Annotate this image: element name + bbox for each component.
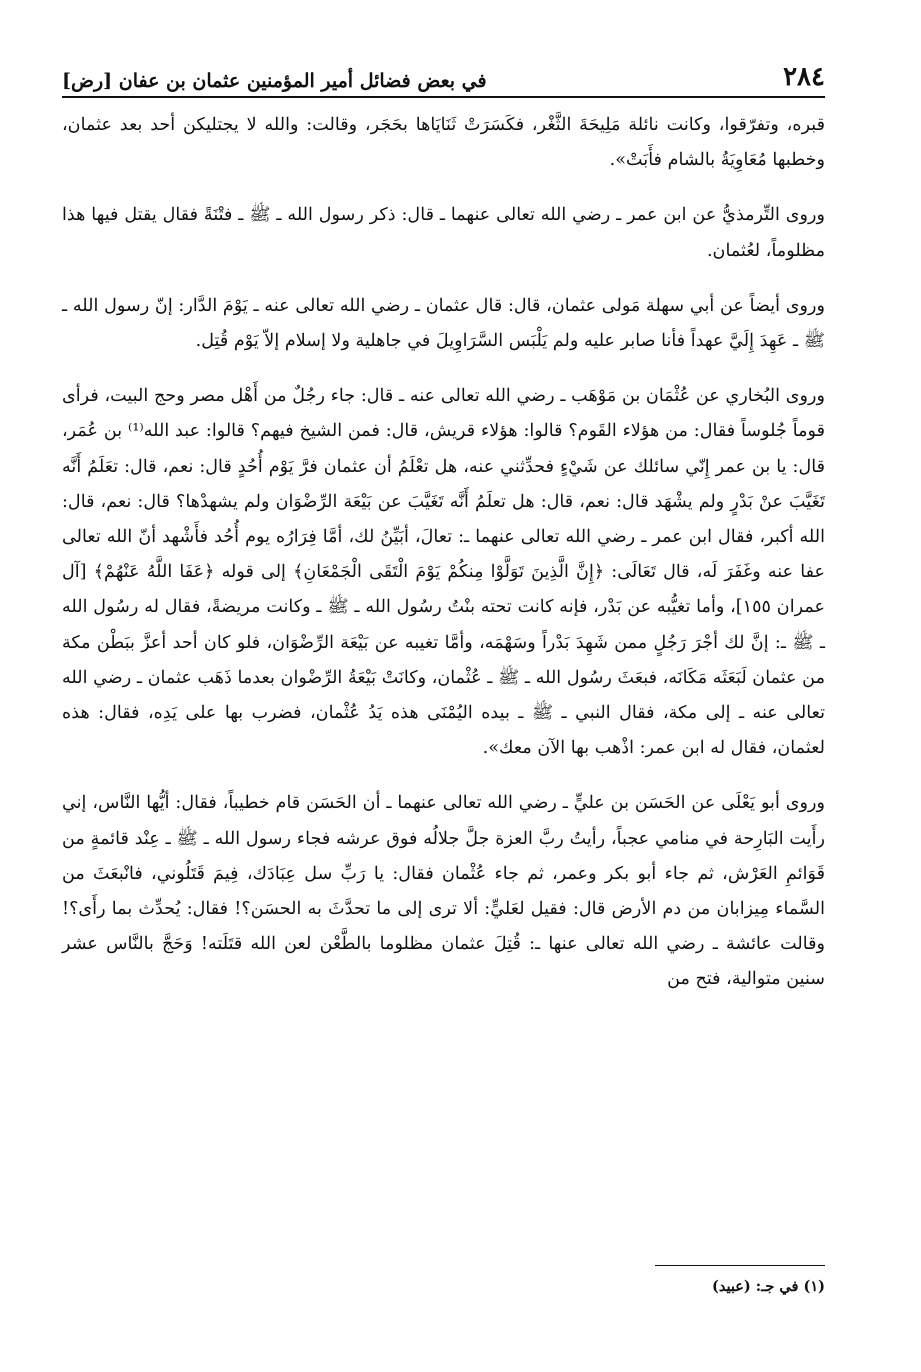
book-page (62, 48, 825, 1348)
footnote-divider (655, 1265, 825, 1266)
paragraph: وروى أبو يَعْلَى عن الحَسَن بن عليٍّ ـ رضي الله تعالى عنهما ـ أن الحَسَن قام خطيباً، فقال: أيُّها النَّاس، إني رأَيت البَارِحة في منامي عجباً، رأيتُ ربَّ العزة جلَّ جلالُه فوق عرشه فجاء رسول الله ـ ﷺ ـ عِنْد قائمةٍ من قَوَائمِ العَرْش، ثم جاء أبو بكر وعمر، ثم جاء عُثْمان فقال: يا رَبِّ سل عِبَادَك، فِيمَ قَتَلُوني، فانْبعَثَ من السَّماء مِيزابان من دم الأرض قال: فقيل لعَليٍّ: ألا ترى إلى ما تحدَّثَ به الحسَن؟! فقال: يُحدِّث بما رأَى؟! وقالت عائشة ـ رضي الله تعالى عنها ـ: قُتِلَ عثمان مظلوما بالطَّعْن لعن الله قتَلَته! وَحَجَّ بالنَّاس عشر سنين متوالية، فتح من (62, 793, 825, 990)
footnote: (١) في جـ: (عبيد) (712, 1278, 825, 1295)
paragraph: قبره، وتفرّقوا، وكانت نائلة مَلِيحَةَ الثَّغْر، فكَسَرَتْ ثَنَايَاها بحَجَر، وقالت: والله لا يجتليكن أحد بعد عثمان، وخطبها مُعَاوِيَةُ بالشام فأَبَتْ». (62, 115, 825, 171)
paragraph: وروى البُخاري عن عُثْمَان بن مَوْهَب ـ رضي الله تعالى عنه ـ قال: جاء رجُلٌ من أَهْل مصر وحج البيت، فرأى قوماً جُلوساً فقال: من هؤلاء القَوم؟ قالوا: هؤلاء قريش، قال: فمن الشيخ فيهم؟ قالوا: عبد الله⁽¹⁾ بن عُمَر، قال: يا بن عمر إِنّي سائلك عن شَيْءٍ فحدِّثني عنه، هل تعْلَمُ أن عثمان فرَّ يَوْم أُحُدٍ قال: نعم، قال: تعَلَمُ أَنَّه تَغَيَّبَ عنْ بَدْرٍ ولم يشْهَد قال: نعم، قال: هل تعلَمُ أَنَّه تَغَيَّبَ عن بَيْعَة الرِّضْوَان ولم يشهدْها؟ قال: نعم، قال: الله أكبر، فقال ابن عمر ـ رضي الله تعالى عنهما ـ: تعالَ، أبَيِّنُ لك، أمَّا فِرَارُه يوم أُحُد فأَشْهد أنّ الله تعالى عفا عنه وغَفَرَ لَه، قال تَعَالَى: ﴿إِنَّ الَّذِينَ تَوَلَّوْا مِنكُمْ يَوْمَ الْتَقَى الْجَمْعَانِ﴾ إلى قوله ﴿عَفَا اللَّهُ عَنْهُمْ﴾ [آل عمران ١٥٥]، وأما تغيُّبه عن بَدْر، فإنه كانت تحته بنْتُ رسُول الله ـ ﷺ ـ وكانت مريضةً، فقال له رسُول الله ـ ﷺ ـ: إنَّ لك أجْرَ رَجُلٍ ممن شَهِدَ بَدْراً وسَهْمَه، وأمَّا تغيبه عن بَيْعَة الرِّضْوَان، فلو كان أحد أعزَّ ببَطْن مكة من عثمان لَبَعَثَه مَكَانَه، فبعَثَ رسُول الله ـ ﷺ ـ عُثْمان، وكانَتْ بَيْعَةُ الرِّضْوان بعدما ذَهَب عثمان ـ رضي الله تعالى عنه ـ إلى مكة، فقال النبي ـ ﷺ ـ بيده اليُمْنَى هذه يَدُ عُثْمان، فضرب بها على يَدِه، فقال: هذه لعثمان، فقال له ابن عمر: اذْهب بها الآن معك». (62, 386, 825, 759)
body-text (62, 108, 825, 998)
running-title: في بعض فضائل أمير المؤمنين عثمان بن عفان [رض] (62, 70, 487, 92)
page-header (62, 48, 825, 98)
paragraph: وروى التِّرمذيُّ عن ابن عمر ـ رضي الله تعالى عنهما ـ قال: ذكر رسول الله ـ ﷺ ـ فتْنَةً فقال يقتل فيها هذا مظلوماً، لعُثمان. (62, 205, 825, 261)
paragraph: وروى أيضاً عن أبي سهلة مَولى عثمان، قال: قال عثمان ـ رضي الله تعالى عنه ـ يَوْمَ الدَّار: إنّ رسول الله ـ ﷺ ـ عَهِدَ إِلَيَّ عهداً فأنا صابر عليه ولم يَلْبَس السَّرَاوِيلَ في جاهلية ولا إسلام إلاّ يَوْم قُتِل. (62, 295, 825, 352)
page-number: ٢٨٤ (783, 62, 825, 92)
